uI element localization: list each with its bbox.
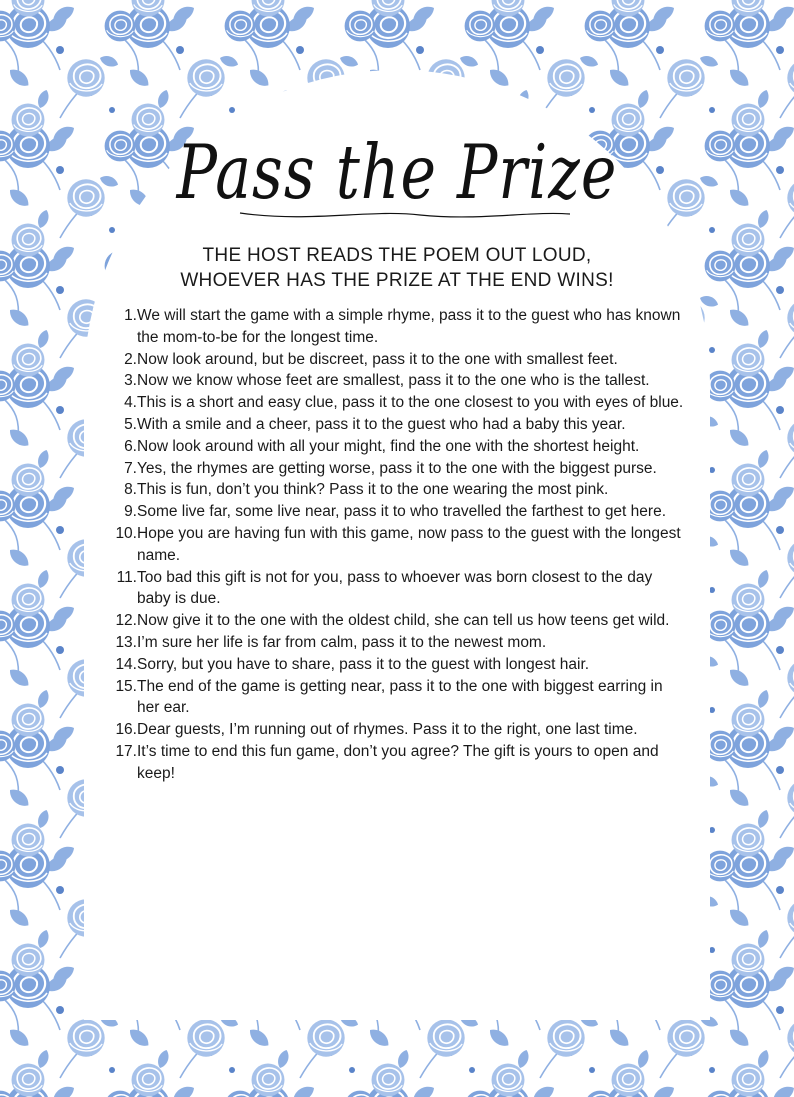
rhyme-number: 9. bbox=[124, 503, 137, 521]
instructions-line-1: THE HOST READS THE POEM OUT LOUD, bbox=[202, 245, 592, 266]
rhyme-number: 4. bbox=[124, 394, 137, 412]
instructions-line-2: WHOEVER HAS THE PRIZE AT THE END WINS! bbox=[180, 270, 614, 291]
rhyme-number: 15. bbox=[115, 677, 137, 695]
rhyme-item bbox=[113, 479, 685, 501]
rhyme-number: 1. bbox=[124, 307, 137, 324]
rhyme-item bbox=[113, 567, 685, 611]
rhyme-number: 17. bbox=[115, 742, 137, 760]
rhyme-item bbox=[113, 719, 685, 741]
rhyme-item bbox=[113, 632, 685, 654]
rhyme-number: 8. bbox=[124, 481, 137, 499]
instructions bbox=[84, 243, 710, 293]
rhyme-item bbox=[113, 305, 685, 349]
rhyme-text: We will start the game with a simple rhyme, pass it to the guest who has known the mom-to-be for the longest time. bbox=[137, 307, 681, 346]
rhyme-number: 12. bbox=[115, 612, 137, 630]
rhyme-text: The end of the game is getting near, pass it to the one with biggest earring in her ear. bbox=[137, 677, 663, 717]
rhyme-text: With a smile and a cheer, pass it to the guest who had a baby this year. bbox=[137, 415, 626, 433]
rhyme-text: Now we know whose feet are smallest, pass it to the one who is the tallest. bbox=[137, 372, 650, 390]
page-title: Pass the Prize bbox=[176, 129, 618, 217]
rhyme-number: 16. bbox=[115, 721, 137, 739]
rhyme-text: Some live far, some live near, pass it to who travelled the farthest to get here. bbox=[137, 503, 666, 521]
rhyme-number: 2. bbox=[124, 350, 137, 368]
rhyme-number: 11. bbox=[116, 568, 137, 586]
rhyme-text: Yes, the rhymes are getting worse, pass it to the one with the biggest purse. bbox=[137, 459, 657, 477]
rhyme-text: It’s time to end this fun game, don’t you agree? The gift is yours to open and keep! bbox=[137, 742, 659, 782]
rhyme-text: This is fun, don’t you think? Pass it to the one wearing the most pink. bbox=[137, 481, 609, 499]
rhyme-item bbox=[113, 370, 685, 392]
rhyme-number: 14. bbox=[115, 655, 137, 673]
rhyme-list bbox=[113, 305, 685, 785]
rhyme-text: Now look around with all your might, find the one with the shortest height. bbox=[137, 437, 640, 455]
rhyme-text: This is a short and easy clue, pass it to the one closest to you with eyes of blue. bbox=[137, 394, 684, 412]
rhyme-item bbox=[113, 654, 685, 676]
rhyme-text: Sorry, but you have to share, pass it to the guest with longest hair. bbox=[137, 655, 590, 673]
rhyme-number: 5. bbox=[124, 415, 137, 433]
rhyme-text: Now give it to the one with the oldest child, she can tell us how teens get wild. bbox=[137, 612, 670, 630]
rhyme-item bbox=[113, 414, 685, 436]
rhyme-item bbox=[113, 741, 685, 785]
rhyme-number: 6. bbox=[124, 437, 137, 455]
rhyme-item bbox=[113, 349, 685, 371]
rhyme-number: 13. bbox=[115, 633, 137, 651]
rhyme-item bbox=[113, 436, 685, 458]
title-flourish bbox=[200, 205, 600, 225]
rhyme-text: Dear guests, I’m running out of rhymes. Pass it to the right, one last time. bbox=[137, 721, 638, 739]
rhyme-text: Now look around, but be discreet, pass it to the one with smallest feet. bbox=[137, 350, 618, 368]
rhyme-number: 7. bbox=[124, 459, 137, 477]
rhyme-item bbox=[113, 501, 685, 523]
rhyme-item bbox=[113, 523, 685, 567]
rhyme-text: Hope you are having fun with this game, now pass to the guest with the longest name. bbox=[137, 524, 681, 564]
rhyme-number: 10. bbox=[115, 524, 137, 542]
rhyme-item bbox=[113, 610, 685, 632]
rhyme-item bbox=[113, 392, 685, 414]
rhyme-number: 3. bbox=[124, 372, 137, 390]
rhyme-item bbox=[113, 676, 685, 720]
rhyme-item bbox=[113, 458, 685, 480]
rhyme-text: Too bad this gift is not for you, pass to whoever was born closest to the day baby is due. bbox=[137, 568, 653, 608]
rhyme-text: I’m sure her life is far from calm, pass it to the newest mom. bbox=[137, 633, 547, 651]
